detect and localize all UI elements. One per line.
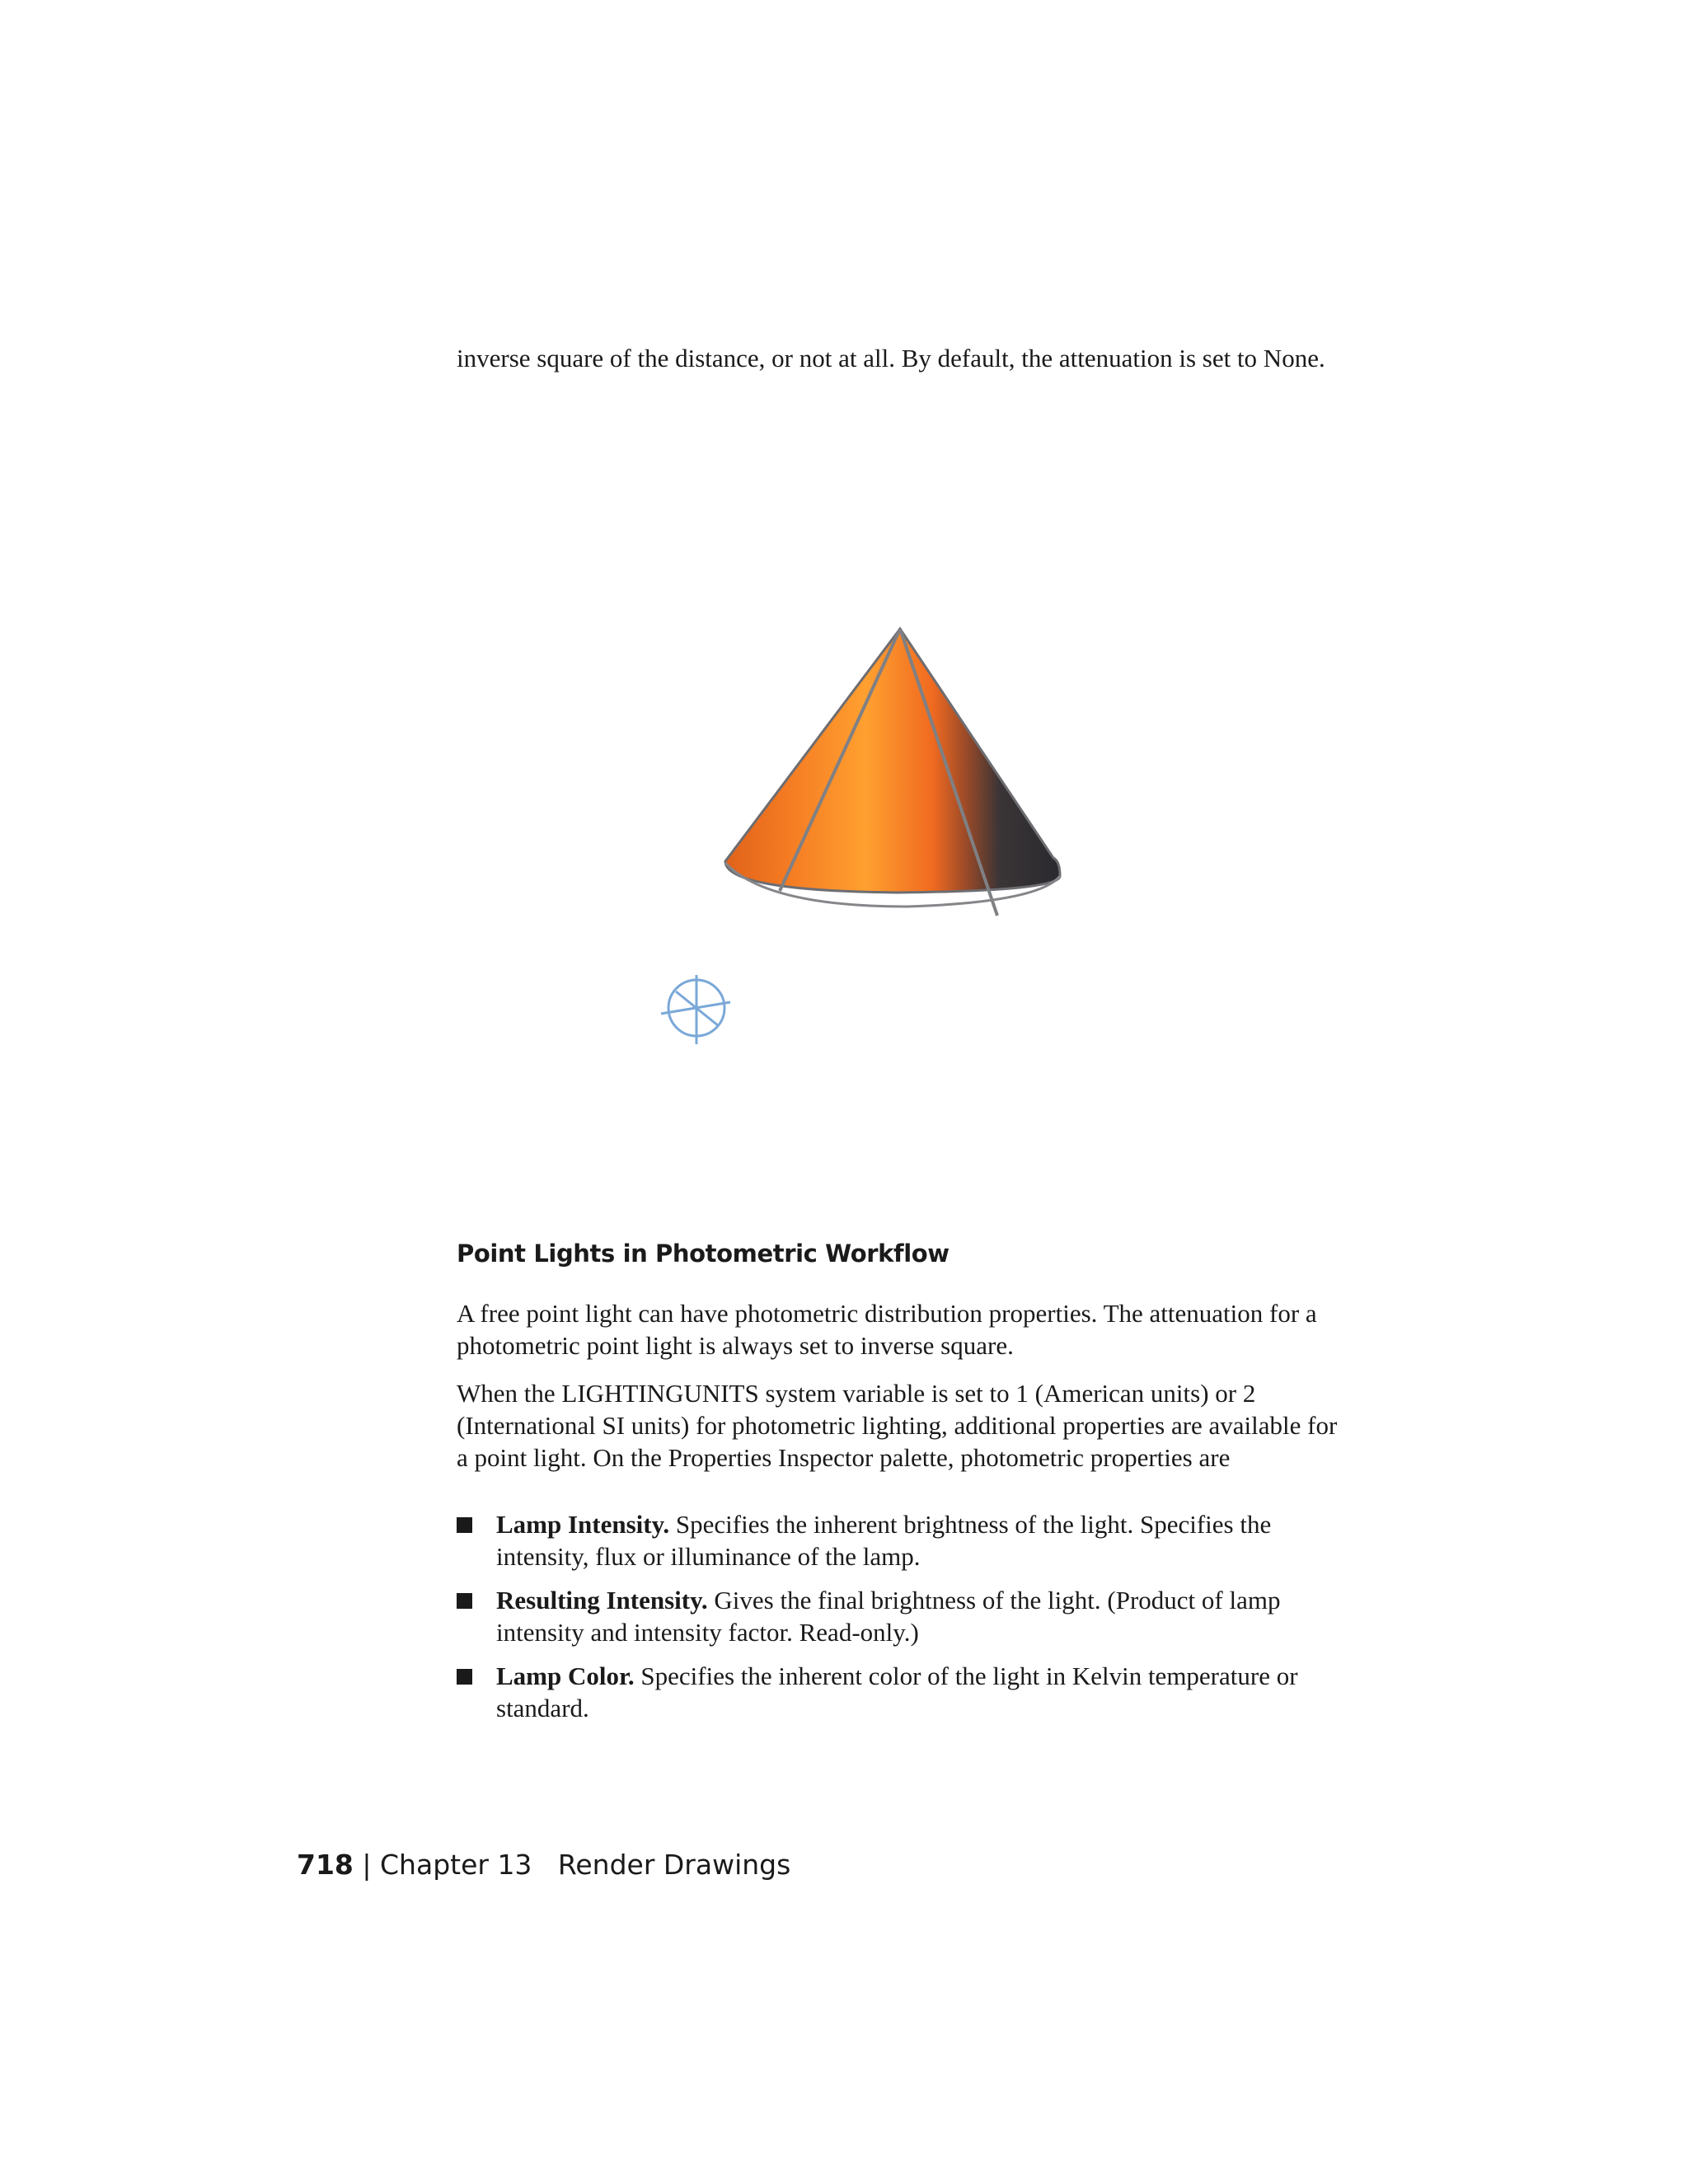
list-item — [457, 1660, 1347, 1724]
page-footer — [297, 1849, 790, 1882]
properties-list — [457, 1508, 1347, 1736]
bullet-square-icon — [457, 1669, 472, 1685]
bullet-square-icon — [457, 1517, 472, 1533]
list-item-term: Lamp Intensity. — [496, 1510, 676, 1539]
list-item — [457, 1584, 1347, 1648]
footer-separator: | — [362, 1849, 372, 1881]
section-paragraph-2: When the LIGHTINGUNITS system variable is set to 1 (American units) or 2 (International SI units) for photometric lighting, additional properties are available for a point light. On the Properties Inspector palette, photometric properties are — [457, 1379, 1338, 1472]
page-number: 718 — [297, 1849, 354, 1881]
cone-shape — [725, 629, 1060, 916]
list-item-term: Lamp Color. — [496, 1661, 641, 1690]
point-light-glyph — [661, 975, 730, 1044]
list-item-desc: Specifies the inherent color of the light in Kelvin temperature or standard. — [496, 1661, 1298, 1722]
list-item-term: Resulting Intensity. — [496, 1586, 715, 1615]
section-paragraph-1: A free point light can have photometric distribution properties. The attenuation for a photometric point light is always set to inverse square. — [457, 1299, 1317, 1360]
bullet-square-icon — [457, 1593, 472, 1609]
list-item-desc: Specifies the inherent brightness of the light. Specifies the intensity, flux or illuminance of the lamp. — [496, 1510, 1272, 1571]
point-light-figure — [643, 614, 1088, 1055]
intro-paragraph: inverse square of the distance, or not at all. By default, the attenuation is set to None. — [457, 344, 1325, 373]
chapter-label: Chapter 13 — [380, 1849, 532, 1881]
section-heading: Point Lights in Photometric Workflow — [457, 1240, 950, 1268]
list-item — [457, 1508, 1347, 1572]
list-item-desc: Gives the final brightness of the light. (Product of lamp intensity and intensity factor. Read-only.) — [496, 1586, 1281, 1647]
chapter-title: Render Drawings — [557, 1849, 791, 1881]
